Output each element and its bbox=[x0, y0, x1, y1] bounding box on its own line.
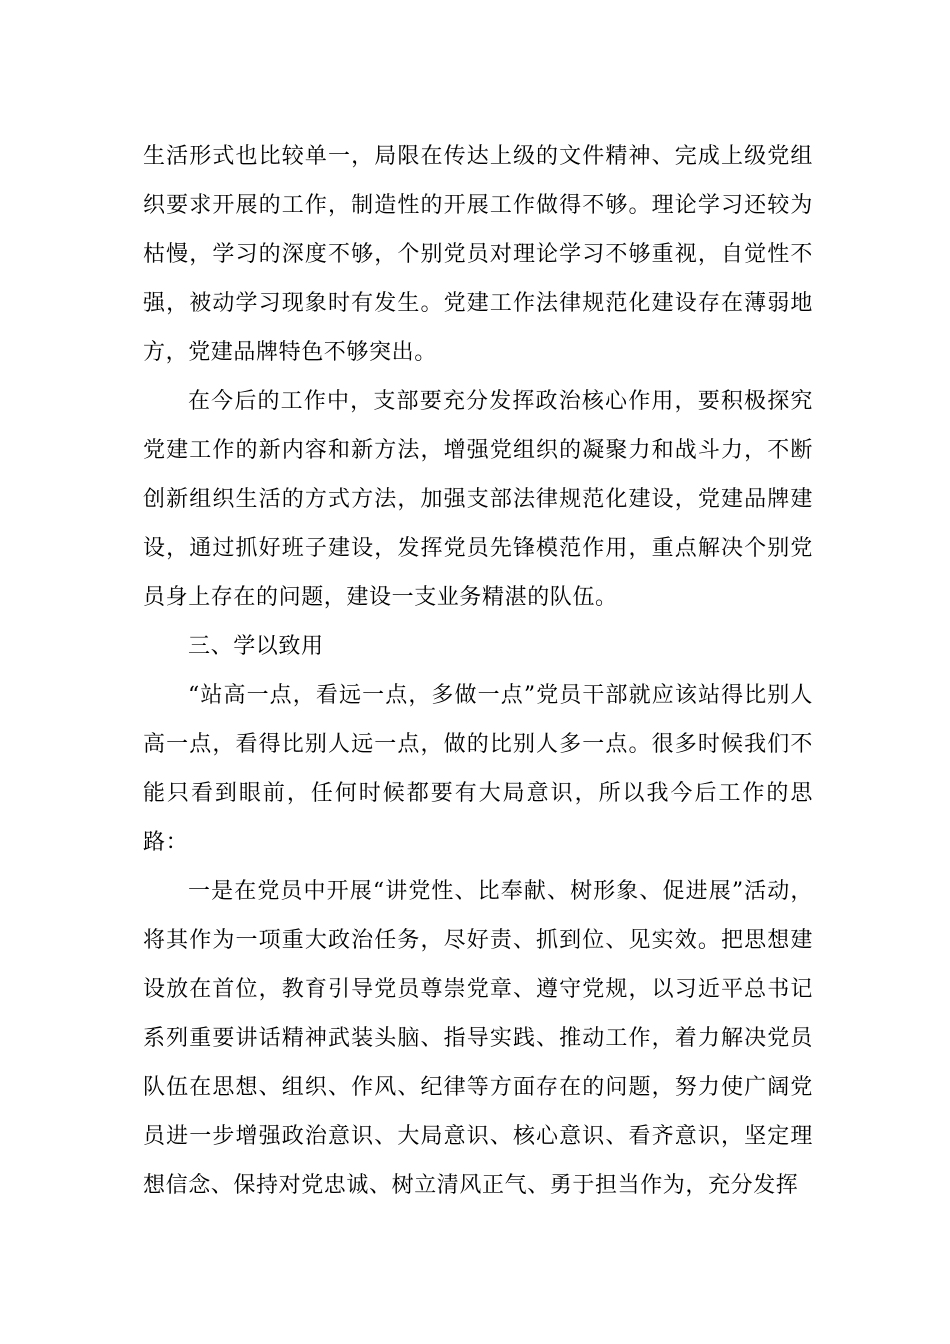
paragraph-future-work: 在今后的工作中，支部要充分发挥政治核心作用，要积极探究党建工作的新内容和新方法，增强党组织的凝聚力和战斗力，不断创新组织生活的方式方法，加强支部法律规范化建设，党建品牌建设，通过抓好班子建设，发挥党员先锋模范作用，重点解决个别党员身上存在的问题，建设一支业务精湛的队伍。 bbox=[143, 389, 813, 610]
paragraph-stand-higher: “站高一点，看远一点，多做一点”党员干部就应该站得比别人高一点，看得比别人远一点，做的比别人多一点。很多时候我们不能只看到眼前，任何时候都要有大局意识，所以我今后工作的思路： bbox=[143, 683, 813, 855]
document-body bbox=[143, 132, 813, 1210]
section-heading-3: 三、学以致用 bbox=[188, 634, 324, 659]
paragraph-first-point: 一是在党员中开展“讲党性、比奉献、树形象、促进展”活动，将其作为一项重大政治任务，尽好责、抓到位、见实效。把思想建设放在首位，教育引导党员尊崇党章、遵守党规，以习近平总书记系列重要讲话精神武装头脑、指导实践、推动工作，着力解决党员队伍在思想、组织、作风、纪律等方面存在的问题，努力使广阔党员进一步增强政治意识、大局意识、核心意识、看齐意识，坚定理想信念、保持对党忠诚、树立清风正气、勇于担当作为，充分发挥 bbox=[143, 879, 813, 1198]
paragraph-continuation: 生活形式也比较单一，局限在传达上级的文件精神、完成上级党组织要求开展的工作，制造性的开展工作做得不够。理论学习还较为枯慢，学习的深度不够，个别党员对理论学习不够重视，自觉性不强，被动学习现象时有发生。党建工作法律规范化建设存在薄弱地方，党建品牌特色不够突出。 bbox=[143, 144, 813, 365]
